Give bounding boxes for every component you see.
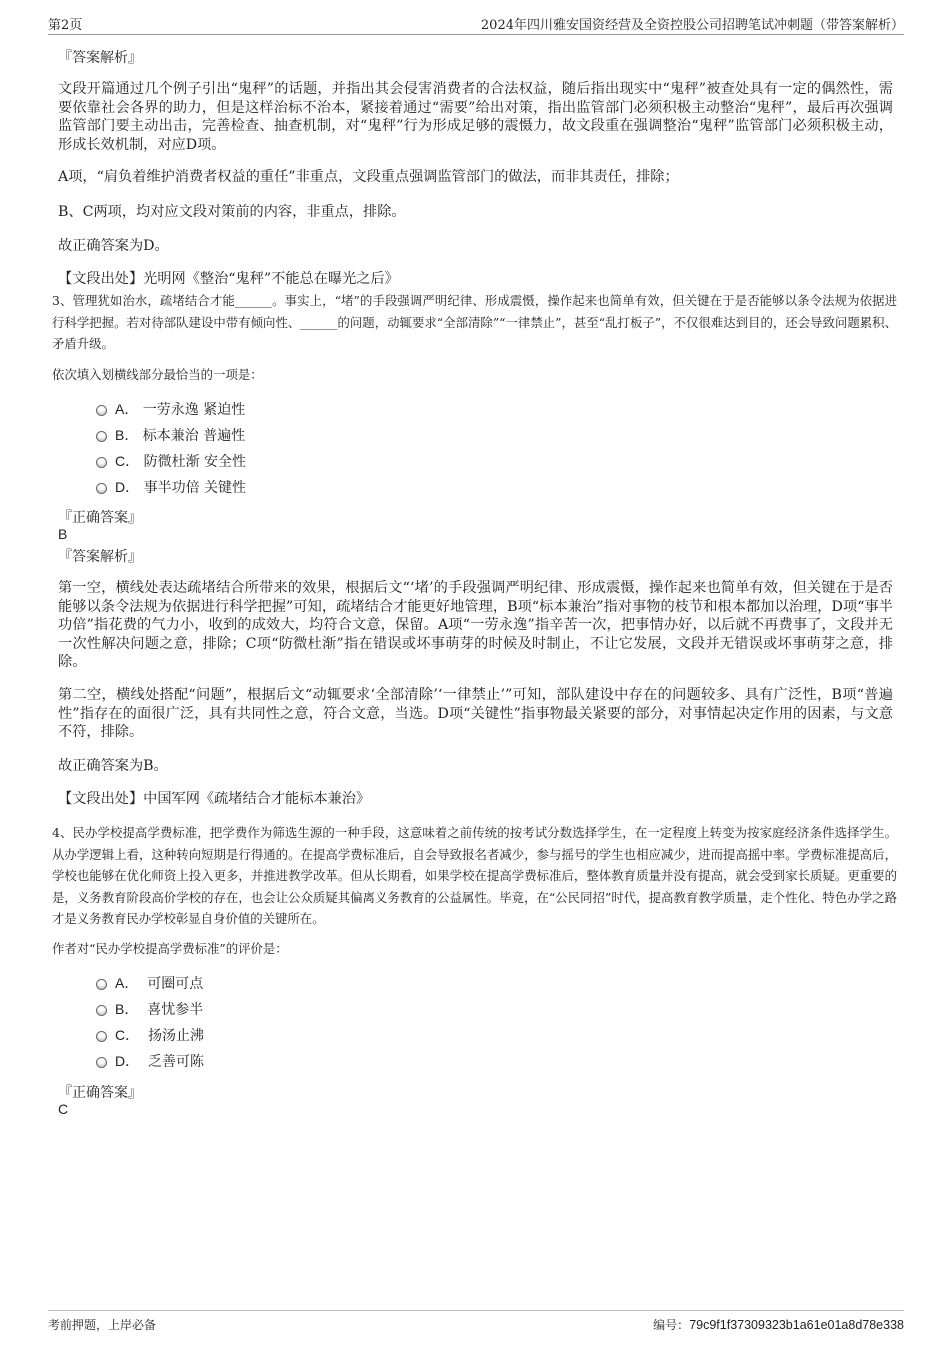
radio-icon[interactable]	[96, 405, 107, 416]
page-footer	[48, 1310, 904, 1337]
q3-correct-label: 『正确答案』	[58, 510, 142, 526]
radio-icon[interactable]	[96, 1005, 107, 1016]
q4-stem: 4、民办学校提高学费标准，把学费作为筛选生源的一种手段，这意味着之前传统的按考试分数选择学生，在一定程度上转变为按家庭经济条件选择学生。从办学逻辑上看，这种转向短期是行得通的。在提高学费标准后，自会导致报名者减少，参与摇号的学生也相应减少，进而提高摇中率。学费标准提高后，学校也能够在优化师资上投入更多，并推进教学改革。但从长期看，如果学校在提高学费标准后，整体教育质量并没有提高，就会受到家长质疑。更重要的是，义务教育阶段高价学校的存在，也会让公众质疑其偏离义务教育的公益属性。毕竟，在“公民同招”时代，提高教育教学质量，走个性化、特色办学之路才是义务教育民办学校彰显自身价值的关键所在。	[52, 825, 897, 926]
option-key: B．	[115, 427, 139, 443]
q4-prompt: 作者对“民办学校提高学费标准”的评价是：	[52, 941, 288, 956]
footer-slogan: 考前押题，上岸必备	[48, 1318, 157, 1332]
footer-code	[653, 1316, 904, 1333]
option-text: 扬汤止沸	[148, 1028, 205, 1044]
radio-icon[interactable]	[96, 457, 107, 468]
option-text: 标本兼治 普遍性	[142, 428, 246, 444]
option-text: 可圈可点	[147, 976, 204, 992]
option-key: B．	[115, 1001, 139, 1017]
q4-correct-label: 『正确答案』	[58, 1085, 142, 1101]
q3-stem: 3、管理犹如治水，疏堵结合才能______。事实上，“堵”的手段强调严明纪律、形成震慑，操作起来也简单有效，但关键在于是否能够以条令法规为依据进行科学把握。若对待部队建设中带有倾向性、______的问题，动辄要求“全部清除”“一律禁止”，甚至“乱打板子”，不仅很难达到目的，还会导致问题累积、矛盾升级。	[52, 293, 897, 351]
radio-icon[interactable]	[96, 431, 107, 442]
option-key: D．	[115, 1053, 140, 1069]
page-number: 第2页	[48, 18, 83, 33]
radio-icon[interactable]	[96, 483, 107, 494]
option-key: D．	[115, 479, 140, 495]
q2-analysis-paragraph-3: B、C两项，均对应文段对策前的内容，非重点，排除。	[58, 204, 406, 220]
option-text: 乏善可陈	[148, 1054, 205, 1070]
q4-option-c[interactable]	[96, 1025, 204, 1045]
q3-option-b[interactable]	[96, 425, 245, 445]
radio-icon[interactable]	[96, 979, 107, 990]
q2-source: 【文段出处】光明网《整治“鬼秤”不能总在曝光之后》	[58, 271, 399, 287]
radio-icon[interactable]	[96, 1057, 107, 1068]
page-header	[48, 14, 904, 35]
q4-option-a[interactable]	[96, 973, 203, 993]
code-label: 编号：	[653, 1318, 690, 1332]
q3-source: 【文段出处】中国军网《疏堵结合才能标本兼治》	[58, 791, 371, 807]
q4-option-b[interactable]	[96, 999, 203, 1019]
q2-analysis-label: 『答案解析』	[58, 50, 142, 66]
document-title: 2024年四川雅安国资经营及全资控股公司招聘笔试冲刺题（带答案解析）	[480, 18, 904, 33]
q3-analysis-paragraph-2: 第二空，横线处搭配“问题”，根据后文“动辄要求‘全部清除’‘一律禁止’”可知，部队建设中存在的问题较多、具有广泛性，B项“普遍性”指存在的面很广泛，具有共同性之意，符合文意，当选。D项“关键性”指事物最关紧要的部分，对事情起决定作用的因素，与文意不符，排除。	[58, 687, 893, 740]
q3-correct-answer: B	[58, 526, 68, 542]
q2-analysis-paragraph-1: 文段开篇通过几个例子引出“鬼秤”的话题，并指出其会侵害消费者的合法权益，随后指出现实中“鬼秤”被查处具有一定的偶然性，需要依靠社会各界的助力，但是这样治标不治本，紧接着通过“需要”给出对策，指出监管部门必须积极主动整治“鬼秤”，最后再次强调监管部门要主动出击，完善检查、抽查机制，对“鬼秤”行为形成足够的震慑力，故文段重在强调整治“鬼秤”监管部门必须积极主动，形成长效机制，对应D项。	[58, 81, 893, 153]
option-key: A．	[115, 975, 139, 991]
option-text: 事半功倍 关键性	[143, 480, 247, 496]
q3-option-a[interactable]	[96, 399, 245, 419]
q3-option-c[interactable]	[96, 451, 246, 471]
q3-analysis-paragraph-1: 第一空，横线处表达疏堵结合所带来的效果，根据后文“‘堵’的手段强调严明纪律、形成震慑，操作起来也简单有效，但关键在于是否能够以条令法规为依据进行科学把握”可知，疏堵结合才能更好地管理，B项“标本兼治”指对事物的枝节和根本都加以治理，D项“事半功倍”指花费的气力小，收到的成效大，均符合文意，保留。A项“一劳永逸”指辛苦一次，把事情办好，以后就不再费事了，文段并无一次性解决问题之意，排除；C项“防微杜渐”指在错误或坏事萌芽的时候及时制止，不让它发展，文段并无错误或坏事萌芽之意，排除。	[58, 580, 893, 670]
option-key: C．	[115, 453, 140, 469]
q2-analysis-paragraph-2: A项，“肩负着维护消费者权益的重任”非重点，文段重点强调监管部门的做法，而非其责任，排除；	[58, 169, 679, 185]
q4-option-d[interactable]	[96, 1051, 204, 1071]
q3-analysis-label: 『答案解析』	[58, 549, 142, 565]
option-text: 喜忧参半	[147, 1002, 204, 1018]
q3-answer-statement: 故正确答案为B。	[58, 758, 168, 774]
option-text: 一劳永逸 紧迫性	[142, 402, 246, 418]
q4-correct-answer: C	[58, 1101, 69, 1117]
q3-option-d[interactable]	[96, 477, 246, 497]
code-value: 79c9f1f37309323b1a61e01a8d78e338	[689, 1318, 904, 1332]
radio-icon[interactable]	[96, 1031, 107, 1042]
q2-answer-statement: 故正确答案为D。	[58, 238, 169, 254]
option-key: A．	[115, 401, 139, 417]
q3-prompt: 依次填入划横线部分最恰当的一项是：	[52, 367, 263, 382]
option-text: 防微杜渐 安全性	[143, 454, 247, 470]
option-key: C．	[115, 1027, 140, 1043]
